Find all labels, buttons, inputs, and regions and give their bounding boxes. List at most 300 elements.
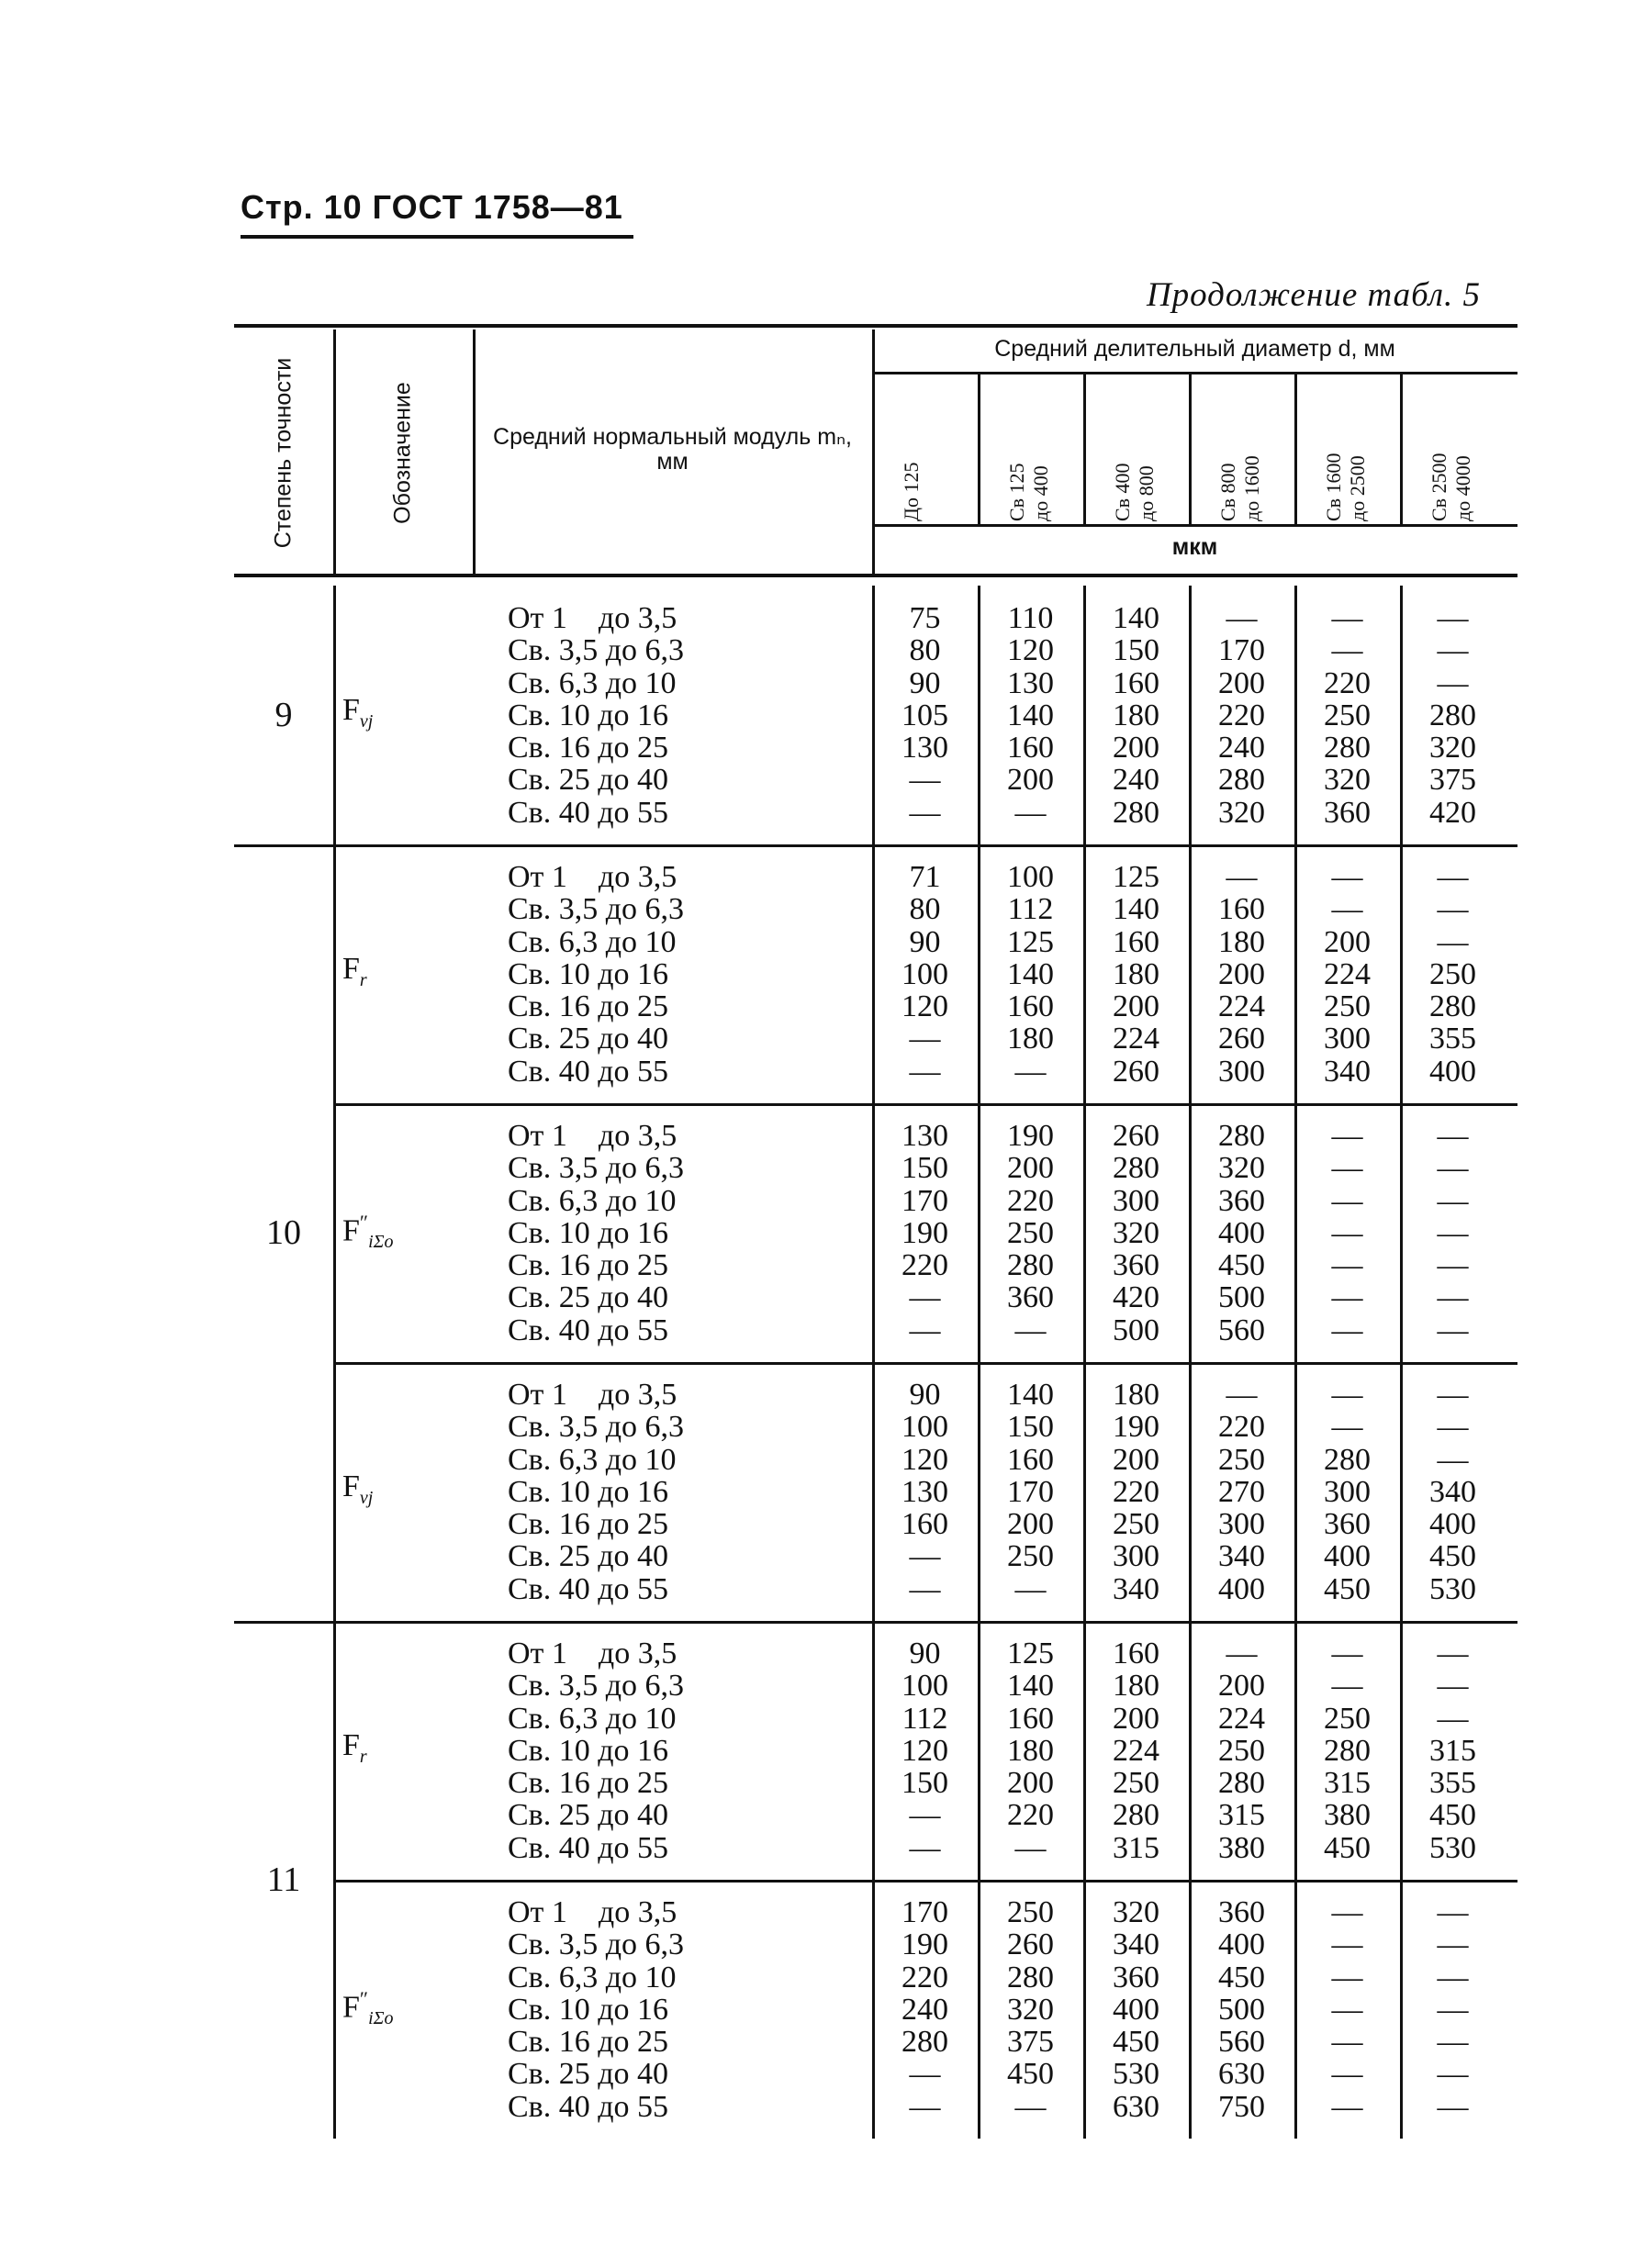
value-cell: —: [1331, 601, 1363, 635]
value-cell: —: [1437, 1992, 1469, 2027]
value-cell: —: [1014, 2089, 1047, 2124]
value-cell: —: [1226, 1637, 1258, 1670]
value-cell: —: [1331, 1927, 1363, 1962]
value-cell: 250: [1324, 1701, 1371, 1736]
module-range: Св. 40 до 55: [508, 2089, 669, 2124]
module-range: Св. 40 до 55: [508, 1830, 669, 1865]
value-cell: —: [1014, 1571, 1047, 1606]
module-range: Св. 16 до 25: [508, 731, 669, 765]
value-cell: 260: [1218, 1022, 1265, 1056]
value-cell: 80: [909, 892, 941, 927]
value-column: [1404, 1379, 1502, 1605]
value-cell: 110: [1007, 601, 1054, 635]
value-cell: 250: [1429, 956, 1476, 991]
value-column: [981, 1896, 1080, 2123]
value-cell: —: [909, 1280, 941, 1315]
value-cell: 112: [1007, 892, 1054, 927]
value-cell: 160: [1007, 1442, 1054, 1477]
value-cell: 240: [901, 1992, 948, 2027]
value-cell: 120: [901, 1442, 948, 1477]
value-cell: —: [1331, 1410, 1363, 1445]
unit-rule: [872, 524, 1517, 527]
subcol-divider: [1083, 374, 1086, 524]
value-cell: —: [1331, 1151, 1363, 1186]
value-cell: 500: [1218, 1992, 1265, 2027]
value-cell: 220: [1324, 665, 1371, 700]
value-cell: —: [909, 795, 941, 830]
value-column: [981, 602, 1080, 829]
grade-label: 9: [274, 696, 293, 734]
value-cell: 120: [1007, 633, 1054, 668]
value-cell: 200: [1007, 1766, 1054, 1801]
value-cell: 630: [1113, 2089, 1159, 2124]
value-cell: 200: [1007, 763, 1054, 798]
value-cell: 280: [1113, 1798, 1159, 1833]
value-cell: 220: [901, 1248, 948, 1283]
value-cell: 80: [909, 633, 941, 668]
value-cell: 100: [901, 1410, 948, 1445]
value-cell: —: [1331, 892, 1363, 927]
value-cell: 240: [1218, 731, 1265, 765]
value-cell: 200: [1113, 1701, 1159, 1736]
value-cell: 500: [1218, 1280, 1265, 1315]
value-cell: —: [1437, 1637, 1469, 1670]
value-cell: 180: [1113, 1669, 1159, 1704]
module-range: Св. 40 до 55: [508, 1054, 669, 1089]
header-diameter-col: Св 125 до 400: [1004, 463, 1052, 521]
value-column: [1193, 1379, 1291, 1605]
value-cell: 250: [1007, 1215, 1054, 1250]
module-range: Св. 40 до 55: [508, 795, 669, 830]
value-cell: —: [1014, 1054, 1047, 1089]
module-range: Св. 40 до 55: [508, 1571, 669, 1606]
value-cell: 450: [1218, 1960, 1265, 1994]
value-cell: 140: [1113, 601, 1159, 635]
value-cell: 320: [1218, 795, 1265, 830]
value-column: [1087, 1120, 1185, 1346]
module-range: Св. 10 до 16: [508, 698, 669, 732]
value-cell: 320: [1007, 1992, 1054, 2027]
block-separator: [333, 1880, 1517, 1883]
value-cell: —: [1437, 1280, 1469, 1315]
module-range: Св. 16 до 25: [508, 2025, 669, 2060]
module-range: Св. 10 до 16: [508, 1474, 669, 1509]
module-range: Св. 6,3 до 10: [508, 1960, 677, 1994]
value-cell: —: [1226, 860, 1258, 894]
value-cell: —: [1437, 633, 1469, 668]
value-cell: 340: [1218, 1539, 1265, 1574]
value-cell: 280: [1218, 1119, 1265, 1153]
value-cell: —: [1437, 665, 1469, 700]
subcol-divider: [1400, 374, 1403, 524]
value-cell: 450: [1324, 1830, 1371, 1865]
value-cell: 120: [901, 1733, 948, 1768]
value-cell: 100: [1007, 860, 1054, 894]
value-cell: 420: [1113, 1280, 1159, 1315]
block-separator: [333, 1103, 1517, 1106]
value-column: [1404, 1896, 1502, 2123]
designation-symbol: [342, 693, 373, 732]
table-top-rule: [234, 324, 1517, 328]
value-cell: 220: [1218, 1410, 1265, 1445]
value-cell: 180: [1007, 1733, 1054, 1768]
designation-subscript: iΣo: [368, 2008, 394, 2029]
value-cell: 315: [1324, 1766, 1371, 1801]
value-cell: 240: [1113, 763, 1159, 798]
value-cell: 280: [1324, 1442, 1371, 1477]
value-cell: —: [1226, 601, 1258, 635]
value-cell: 400: [1429, 1054, 1476, 1089]
value-cell: 280: [1429, 698, 1476, 732]
value-column: [1298, 1637, 1396, 1864]
value-cell: 220: [1113, 1474, 1159, 1509]
value-cell: —: [1437, 2057, 1469, 2092]
value-cell: 400: [1429, 1507, 1476, 1542]
value-cell: 320: [1324, 763, 1371, 798]
designation-prime: ″: [359, 1987, 369, 2010]
value-column: [1404, 861, 1502, 1088]
value-cell: 170: [1007, 1474, 1054, 1509]
grade-separator: [234, 1621, 1517, 1624]
module-range: Св. 40 до 55: [508, 1313, 669, 1347]
value-cell: 320: [1113, 1215, 1159, 1250]
value-cell: —: [1437, 1183, 1469, 1218]
subcol-divider: [1294, 374, 1297, 524]
value-cell: —: [1331, 1960, 1363, 1994]
value-column: [1087, 1379, 1185, 1605]
value-cell: 200: [1113, 731, 1159, 765]
continuation-label: Продолжение табл. 5: [1146, 276, 1481, 314]
value-cell: —: [1437, 892, 1469, 927]
value-cell: 150: [1113, 633, 1159, 668]
value-cell: —: [1437, 1927, 1469, 1962]
value-cell: 220: [1007, 1183, 1054, 1218]
header-diameter-col: Св 400 до 800: [1110, 463, 1158, 521]
value-cell: 190: [1113, 1410, 1159, 1445]
value-cell: 140: [1007, 1669, 1054, 1704]
module-range: Св. 6,3 до 10: [508, 1183, 677, 1218]
grade-label: 10: [266, 1213, 301, 1252]
value-column: [1087, 861, 1185, 1088]
value-cell: 90: [909, 1637, 941, 1670]
header-diameter-col: Св 800 до 1600: [1215, 455, 1263, 521]
value-cell: 100: [901, 1669, 948, 1704]
value-cell: 280: [1007, 1960, 1054, 1994]
value-cell: —: [1226, 1378, 1258, 1412]
grade-label: 11: [266, 1860, 301, 1899]
module-range-list: [508, 1637, 684, 1864]
value-cell: —: [1437, 860, 1469, 894]
value-cell: 360: [1324, 795, 1371, 830]
value-cell: —: [1014, 1830, 1047, 1865]
header-designation: Обозначение: [389, 382, 416, 524]
value-cell: 280: [1113, 1151, 1159, 1186]
value-cell: 160: [1007, 989, 1054, 1024]
module-range-list: [508, 1896, 684, 2123]
value-cell: 340: [1113, 1927, 1159, 1962]
value-cell: 280: [1324, 1733, 1371, 1768]
value-cell: —: [1437, 924, 1469, 959]
header-grade: Степень точности: [270, 357, 297, 549]
value-cell: 105: [901, 698, 948, 732]
module-range: Св. 25 до 40: [508, 2057, 669, 2092]
value-column: [876, 602, 974, 829]
module-range: Св. 10 до 16: [508, 1992, 669, 2027]
header-unit: мкм: [1171, 534, 1218, 560]
value-cell: —: [1331, 1248, 1363, 1283]
value-cell: 450: [1324, 1571, 1371, 1606]
value-cell: 280: [1007, 1248, 1054, 1283]
subcol-divider: [978, 374, 980, 524]
value-cell: 130: [901, 1474, 948, 1509]
value-cell: 224: [1113, 1733, 1159, 1768]
value-cell: —: [1331, 2025, 1363, 2060]
module-range: От 1 до 3,5: [508, 1895, 678, 1929]
module-range: От 1 до 3,5: [508, 1378, 678, 1412]
module-range: Св. 25 до 40: [508, 1539, 669, 1574]
module-range: От 1 до 3,5: [508, 601, 678, 635]
value-cell: —: [1014, 1313, 1047, 1347]
designation-letter: F: [342, 693, 360, 727]
value-cell: 180: [1218, 924, 1265, 959]
value-cell: —: [909, 763, 941, 798]
value-cell: 130: [901, 1119, 948, 1153]
module-range: Св. 6,3 до 10: [508, 1701, 677, 1736]
value-cell: 75: [909, 601, 941, 635]
module-range-list: [508, 1379, 684, 1605]
subcol-divider: [1189, 374, 1192, 524]
value-column: [1404, 602, 1502, 829]
designation-symbol: [342, 952, 367, 991]
value-cell: 190: [1007, 1119, 1054, 1153]
value-cell: 90: [909, 665, 941, 700]
value-cell: —: [1437, 1248, 1469, 1283]
value-cell: 120: [901, 989, 948, 1024]
value-cell: 280: [1429, 989, 1476, 1024]
module-range: Св. 25 до 40: [508, 763, 669, 798]
module-range: Св. 16 до 25: [508, 989, 669, 1024]
designation-symbol: [342, 1987, 394, 2029]
module-range-list: [508, 1120, 684, 1346]
value-column: [981, 861, 1080, 1088]
value-cell: —: [1437, 1701, 1469, 1736]
value-cell: 90: [909, 924, 941, 959]
value-cell: —: [1437, 1151, 1469, 1186]
value-cell: 250: [1007, 1895, 1054, 1929]
value-cell: —: [909, 2057, 941, 2092]
value-cell: 160: [1007, 1701, 1054, 1736]
module-range: Св. 25 до 40: [508, 1022, 669, 1056]
designation-subscript: vj: [359, 710, 374, 732]
value-cell: —: [909, 1054, 941, 1089]
value-cell: 125: [1113, 860, 1159, 894]
value-cell: 260: [1007, 1927, 1054, 1962]
value-cell: —: [1014, 795, 1047, 830]
value-column: [1087, 1896, 1185, 2123]
value-cell: 315: [1113, 1830, 1159, 1865]
header-diameter-col: Св 1600 до 2500: [1321, 452, 1369, 521]
value-cell: 200: [1007, 1151, 1054, 1186]
designation-prime: ″: [359, 1211, 369, 1234]
module-range: От 1 до 3,5: [508, 1637, 678, 1670]
value-column: [1298, 1379, 1396, 1605]
value-cell: 300: [1113, 1183, 1159, 1218]
value-column: [876, 1896, 974, 2123]
value-cell: 100: [901, 956, 948, 991]
col-divider-desig: [473, 330, 476, 574]
value-cell: —: [1331, 1637, 1363, 1670]
value-cell: 200: [1218, 665, 1265, 700]
value-cell: —: [1331, 2057, 1363, 2092]
module-range: Св. 10 до 16: [508, 1733, 669, 1768]
value-column: [1087, 1637, 1185, 1864]
value-cell: —: [1331, 2089, 1363, 2124]
value-column: [1298, 861, 1396, 1088]
header-bottom-rule: [234, 574, 1517, 577]
module-range-list: [508, 861, 684, 1088]
value-cell: 200: [1113, 989, 1159, 1024]
value-cell: 224: [1113, 1022, 1159, 1056]
value-cell: 250: [1324, 698, 1371, 732]
value-cell: 130: [901, 731, 948, 765]
value-cell: 112: [901, 1701, 948, 1736]
value-cell: —: [1331, 860, 1363, 894]
value-column: [1193, 602, 1291, 829]
value-cell: 315: [1429, 1733, 1476, 1768]
header-module: Средний нормальный модуль mₙ, мм: [493, 424, 852, 475]
value-cell: 750: [1218, 2089, 1265, 2124]
value-column: [876, 1637, 974, 1864]
module-range: Св. 10 до 16: [508, 956, 669, 991]
value-cell: 160: [1007, 731, 1054, 765]
value-cell: 320: [1113, 1895, 1159, 1929]
value-cell: 180: [1113, 956, 1159, 991]
value-cell: 340: [1429, 1474, 1476, 1509]
module-range: От 1 до 3,5: [508, 860, 678, 894]
value-cell: 140: [1007, 1378, 1054, 1412]
header-diameter-col: Св 2500 до 4000: [1427, 452, 1474, 521]
value-cell: 220: [1218, 698, 1265, 732]
value-cell: 400: [1113, 1992, 1159, 2027]
value-cell: 170: [901, 1183, 948, 1218]
module-range: Св. 16 до 25: [508, 1248, 669, 1283]
value-cell: 300: [1324, 1022, 1371, 1056]
value-cell: 160: [1113, 1637, 1159, 1670]
value-cell: —: [1437, 1442, 1469, 1477]
value-cell: 160: [1113, 924, 1159, 959]
value-cell: 140: [1007, 698, 1054, 732]
value-cell: —: [1331, 1313, 1363, 1347]
value-cell: 270: [1218, 1474, 1265, 1509]
value-cell: 300: [1113, 1539, 1159, 1574]
module-range: От 1 до 3,5: [508, 1119, 678, 1153]
value-cell: 360: [1218, 1895, 1265, 1929]
value-cell: 71: [909, 860, 941, 894]
value-cell: 220: [1007, 1798, 1054, 1833]
module-range: Св. 6,3 до 10: [508, 665, 677, 700]
value-cell: 200: [1218, 956, 1265, 991]
value-column: [981, 1637, 1080, 1864]
value-cell: —: [909, 1022, 941, 1056]
value-cell: 140: [1113, 892, 1159, 927]
value-cell: 125: [1007, 924, 1054, 959]
value-cell: 320: [1218, 1151, 1265, 1186]
value-cell: 360: [1113, 1960, 1159, 1994]
module-range: Св. 3,5 до 6,3: [508, 1151, 685, 1186]
value-cell: 400: [1218, 1215, 1265, 1250]
value-cell: 260: [1113, 1119, 1159, 1153]
designation-subscript: iΣo: [368, 1232, 394, 1253]
value-cell: 360: [1324, 1507, 1371, 1542]
module-range: Св. 10 до 16: [508, 1215, 669, 1250]
grade-separator: [234, 844, 1517, 847]
value-cell: —: [1437, 1410, 1469, 1445]
value-cell: —: [1331, 1183, 1363, 1218]
module-range: Св. 16 до 25: [508, 1766, 669, 1801]
value-cell: 180: [1113, 698, 1159, 732]
value-cell: —: [1331, 1378, 1363, 1412]
value-cell: 340: [1113, 1571, 1159, 1606]
value-cell: —: [1437, 2089, 1469, 2124]
value-cell: 160: [901, 1507, 948, 1542]
module-range: Св. 3,5 до 6,3: [508, 1410, 685, 1445]
value-cell: 200: [1007, 1507, 1054, 1542]
value-cell: —: [1437, 1895, 1469, 1929]
value-cell: 150: [901, 1766, 948, 1801]
module-range: Св. 6,3 до 10: [508, 924, 677, 959]
value-cell: 375: [1429, 763, 1476, 798]
value-cell: —: [1331, 1215, 1363, 1250]
designation-letter: F: [342, 952, 360, 986]
value-cell: —: [909, 1830, 941, 1865]
value-cell: 170: [901, 1895, 948, 1929]
value-cell: 320: [1429, 731, 1476, 765]
value-cell: —: [1437, 1669, 1469, 1704]
value-cell: 250: [1113, 1766, 1159, 1801]
value-cell: 280: [1218, 763, 1265, 798]
value-cell: 560: [1218, 2025, 1265, 2060]
value-cell: 450: [1113, 2025, 1159, 2060]
value-column: [981, 1379, 1080, 1605]
value-cell: 280: [1324, 731, 1371, 765]
value-cell: 530: [1113, 2057, 1159, 2092]
value-cell: 260: [1113, 1054, 1159, 1089]
value-column: [1193, 1896, 1291, 2123]
designation-subscript: r: [359, 1746, 367, 1767]
value-column: [1193, 1637, 1291, 1864]
designation-letter: F: [342, 1990, 360, 2025]
designation-subscript: r: [359, 969, 367, 990]
value-cell: 420: [1429, 795, 1476, 830]
value-cell: 340: [1324, 1054, 1371, 1089]
header-diameter-group: Средний делительный диаметр d, мм: [994, 336, 1395, 362]
value-cell: —: [909, 1539, 941, 1574]
value-cell: 280: [1218, 1766, 1265, 1801]
value-cell: —: [1437, 1378, 1469, 1412]
value-cell: 280: [1113, 795, 1159, 830]
value-cell: 400: [1218, 1571, 1265, 1606]
value-column: [1298, 1896, 1396, 2123]
value-cell: —: [1437, 1313, 1469, 1347]
value-column: [876, 1120, 974, 1346]
value-cell: 200: [1324, 924, 1371, 959]
value-cell: 200: [1113, 1442, 1159, 1477]
value-cell: 224: [1324, 956, 1371, 991]
value-cell: —: [909, 2089, 941, 2124]
value-cell: 360: [1113, 1248, 1159, 1283]
value-cell: 250: [1218, 1442, 1265, 1477]
value-cell: 355: [1429, 1766, 1476, 1801]
